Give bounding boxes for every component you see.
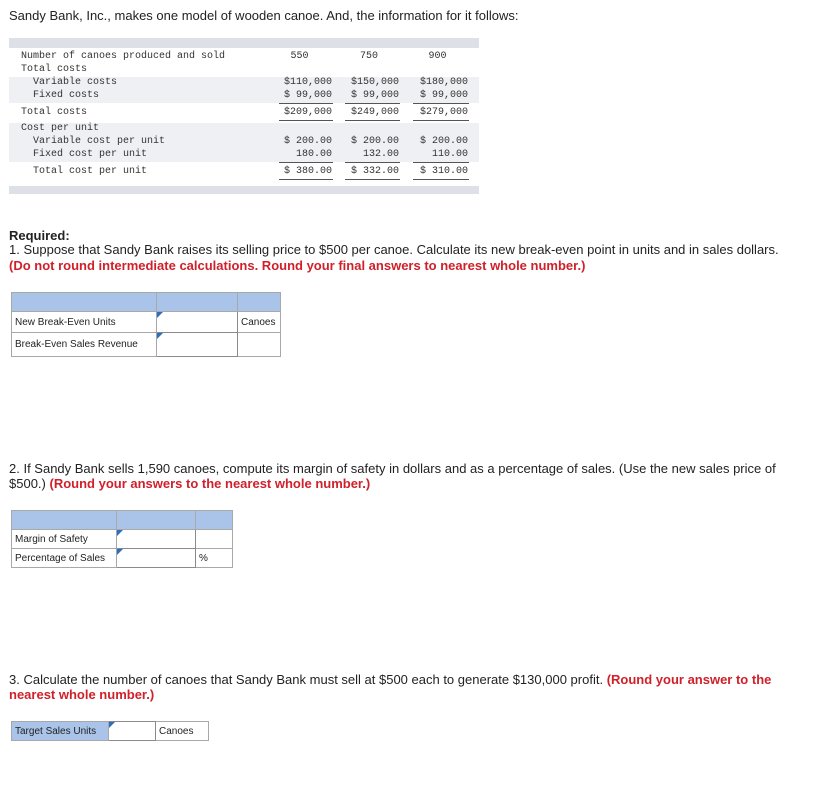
cost-data-table	[9, 38, 479, 196]
percentage-of-sales-cell	[117, 549, 196, 568]
percent-unit-label: %	[196, 549, 233, 568]
table-top-band	[9, 38, 479, 48]
header-cell	[12, 293, 157, 312]
margin-of-safety-cell	[117, 530, 196, 549]
canoes-unit-label: Canoes	[238, 312, 281, 333]
table-row	[12, 549, 233, 568]
q3-note: (Round your answer to the nearest whole number.)	[9, 672, 772, 702]
margin-of-safety-label: Margin of Safety	[12, 530, 117, 549]
underline	[345, 120, 400, 121]
q1-answer-table	[11, 292, 281, 357]
underline	[345, 179, 400, 180]
q3-question: 3. Calculate the number of canoes that Sandy Bank must sell at $500 each to generate $130,000 profit.	[9, 672, 604, 687]
row-label: Total cost per unit	[33, 166, 148, 177]
cell-value: 110.00	[431, 149, 468, 160]
target-sales-units-cell	[109, 722, 156, 741]
cell-value: $ 99,000	[283, 90, 332, 101]
row-label: Variable costs	[33, 77, 118, 88]
margin-of-safety-input[interactable]	[120, 532, 192, 547]
percentage-of-sales-input[interactable]	[120, 551, 192, 566]
underline	[345, 162, 400, 163]
table-row-cost-per-unit-head	[9, 123, 479, 136]
header-cell	[157, 293, 238, 312]
table-row-produced	[9, 51, 479, 64]
canoes-unit-label: Canoes	[156, 722, 209, 741]
col-header-900: 900	[428, 51, 447, 62]
q1-text: 1. Suppose that Sandy Bank raises its selling price to $500 per canoe. Calculate its new break-even point in units and in sales dollars.	[9, 242, 779, 257]
row-label: Fixed cost per unit	[33, 149, 148, 160]
header-cell	[238, 293, 281, 312]
break-even-revenue-input[interactable]	[160, 337, 234, 352]
cell-value: $180,000	[419, 77, 468, 88]
empty-unit-cell	[238, 333, 281, 357]
table-row-total-costs-head	[9, 64, 479, 77]
target-sales-units-label: Target Sales Units	[12, 722, 109, 741]
percentage-of-sales-label: Percentage of Sales	[12, 549, 117, 568]
header-cell	[196, 511, 233, 530]
break-even-revenue-label: Break-Even Sales Revenue	[12, 333, 157, 357]
table-row-fixed-per-unit	[9, 149, 479, 162]
q2-text	[9, 461, 809, 491]
cell-value: $ 380.00	[283, 166, 332, 177]
intro-text: Sandy Bank, Inc., makes one model of wooden canoe. And, the information for it follows:	[9, 8, 519, 23]
cell-value: $ 200.00	[350, 136, 399, 147]
table-row	[12, 530, 233, 549]
cell-value: $ 200.00	[283, 136, 332, 147]
underline	[413, 179, 469, 180]
q2-answer-table	[11, 510, 233, 568]
table-row	[12, 722, 209, 741]
table-row-variable-costs	[9, 77, 479, 90]
row-label: Total costs	[21, 107, 88, 118]
cell-value: 132.00	[362, 149, 399, 160]
underline	[279, 103, 333, 104]
break-even-units-input[interactable]	[160, 315, 234, 330]
q3-answer-table	[11, 721, 209, 741]
row-label: Number of canoes produced and sold	[21, 51, 226, 62]
row-label: Cost per unit	[21, 123, 100, 134]
q2-note: (Round your answers to the nearest whole number.)	[49, 476, 371, 491]
col-header-550: 550	[290, 51, 309, 62]
underline	[345, 103, 400, 104]
cell-value: $150,000	[350, 77, 399, 88]
underline	[413, 120, 469, 121]
header-cell	[12, 511, 117, 530]
required-heading: Required:	[9, 228, 70, 243]
cell-value: $249,000	[350, 107, 399, 118]
cell-value: $209,000	[283, 107, 332, 118]
header-cell	[117, 511, 196, 530]
col-header-750: 750	[359, 51, 378, 62]
q3-text	[9, 672, 809, 702]
underline	[279, 162, 333, 163]
q2-question: 2. If Sandy Bank sells 1,590 canoes, compute its margin of safety in dollars and as a percentage of sales. (Use the new sales price of $500.)	[9, 461, 776, 491]
table-row	[12, 312, 281, 333]
break-even-units-cell	[157, 312, 238, 333]
underline	[413, 103, 469, 104]
table-row-total-per-unit	[9, 166, 479, 179]
cell-value: $ 99,000	[419, 90, 468, 101]
table-row	[12, 333, 281, 357]
break-even-units-label: New Break-Even Units	[12, 312, 157, 333]
row-label: Variable cost per unit	[33, 136, 166, 147]
empty-unit-cell	[196, 530, 233, 549]
table-row-variable-per-unit	[9, 136, 479, 149]
table-row-fixed-costs	[9, 90, 479, 103]
break-even-revenue-cell	[157, 333, 238, 357]
q1-note: (Do not round intermediate calculations. Round your final answers to nearest whole number.)	[9, 258, 586, 273]
underline	[413, 162, 469, 163]
target-sales-units-input[interactable]	[112, 724, 152, 739]
cell-value: 180.00	[295, 149, 332, 160]
cell-value: $ 332.00	[350, 166, 399, 177]
row-label: Fixed costs	[33, 90, 100, 101]
cell-value: $ 310.00	[419, 166, 468, 177]
cell-value: $ 99,000	[350, 90, 399, 101]
table-row-total-costs	[9, 107, 479, 120]
row-label: Total costs	[21, 64, 88, 75]
table-bottom-band	[9, 186, 479, 194]
underline	[279, 179, 333, 180]
underline	[279, 120, 333, 121]
cell-value: $279,000	[419, 107, 468, 118]
cell-value: $110,000	[283, 77, 332, 88]
cell-value: $ 200.00	[419, 136, 468, 147]
